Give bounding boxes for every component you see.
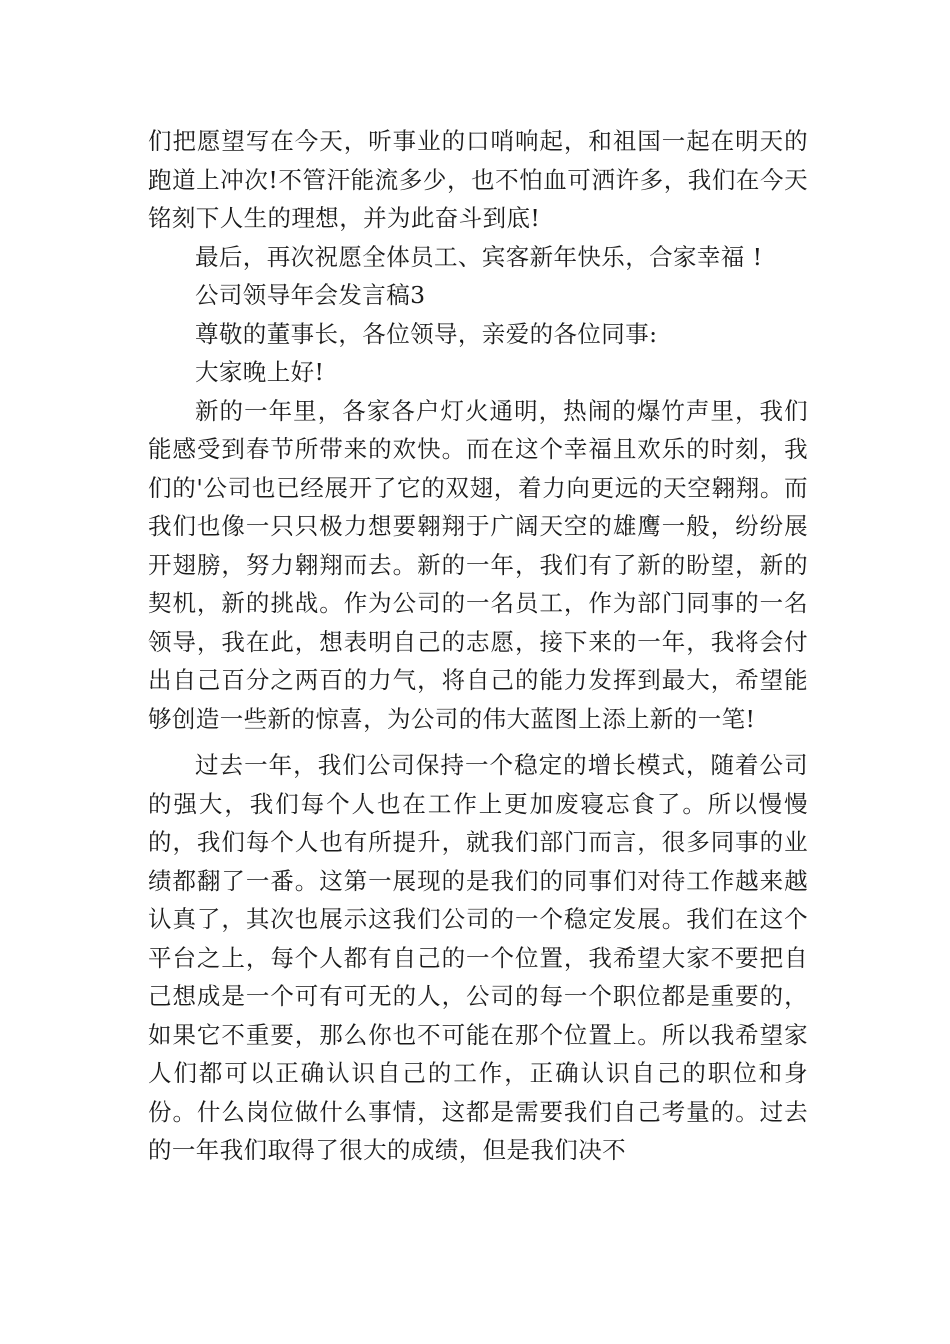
paragraph-past-year: 过去一年，我们公司保持一个稳定的增长模式，随着公司的强大，我们每个人也在工作上更加废寝忘食了。所以慢慢的，我们每个人也有所提升，就我们部门而言，很多同事的业绩都翻了一番。这第一展现的是我们的同事们对待工作越来越认真了，其次也展示这我们公司的一个稳定发展。我们在这个平台之上，每个人都有自己的一个位置，我希望大家不要把自己想成是一个可有可无的人，公司的每一个职位都是重要的，如果它不重要，那么你也不可能在那个位置上。所以我希望家人们都可以正确认识自己的工作，正确认识自己的职位和身份。什么岗位做什么事情，这都是需要我们自己考量的。过去的一年我们取得了很大的成绩，但是我们决不 [148, 751, 808, 1164]
paragraph-continuation: 们把愿望写在今天，听事业的口哨响起，和祖国一起在明天的跑道上冲次!不管汗能流多少，也不怕血可洒许多，我们在今天铭刻下人生的理想，并为此奋斗到底! [148, 127, 808, 232]
section-title: 公司领导年会发言稿3 [195, 281, 426, 309]
salutation: 尊敬的董事长，各位领导，亲爱的各位同事: [195, 319, 658, 348]
paragraph-closing-wishes: 最后，再次祝愿全体员工、宾客新年快乐，合家幸福 ! [195, 242, 763, 271]
greeting: 大家晚上好! [195, 358, 325, 386]
document-page [148, 122, 808, 1170]
paragraph-new-year: 新的一年里，各家各户灯火通明，热闹的爆竹声里，我们能感受到春节所带来的欢快。而在这个幸福且欢乐的时刻，我们的'公司也已经展开了它的双翅，着力向更远的天空翱翔。而我们也像一只只极力想要翱翔于广阔天空的雄鹰一般，纷纷展开翅膀，努力翱翔而去。新的一年，我们有了新的盼望，新的契机，新的挑战。作为公司的一名员工，作为部门同事的一名领导，我在此，想表明自己的志愿，接下来的一年，我将会付出自己百分之两百的力气，将自己的能力发挥到最大，希望能够创造一些新的惊喜，为公司的伟大蓝图上添上新的一笔! [148, 396, 808, 733]
